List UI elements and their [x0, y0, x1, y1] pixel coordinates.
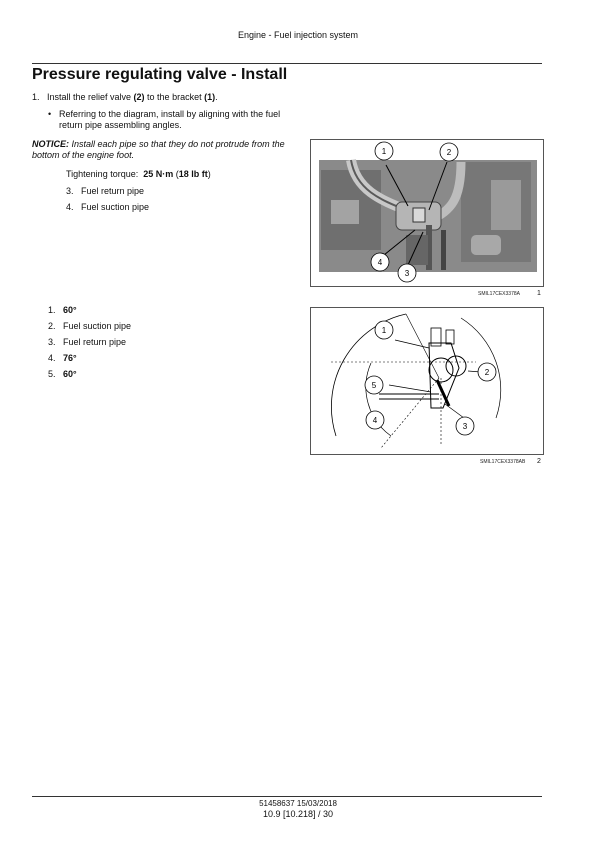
- step-number: 1.: [32, 92, 40, 102]
- notice-label: NOTICE:: [32, 139, 69, 149]
- torque-paren-open: (: [173, 169, 179, 179]
- callout-1: 1: [381, 147, 387, 156]
- step-text-pre: Install the relief valve: [47, 92, 134, 102]
- list-item-number: 5.: [48, 369, 56, 379]
- notice: [32, 139, 297, 161]
- page-number: 10.9 [10.218] / 30: [262, 809, 334, 819]
- callout-3: 3: [404, 269, 410, 278]
- step-1: [32, 92, 218, 102]
- page-header: Engine - Fuel injection system: [237, 30, 359, 40]
- torque-spec: [66, 169, 211, 179]
- list-item-text: 60°: [63, 305, 77, 315]
- callout-4: 4: [377, 258, 383, 267]
- list-item: [48, 305, 131, 321]
- list-item-text: Fuel suction pipe: [63, 321, 132, 331]
- header-rule: [32, 63, 542, 64]
- figure-1-photo: [310, 139, 544, 287]
- engine-photo-illustration: [311, 140, 543, 286]
- figure-1-number: 1: [537, 290, 541, 297]
- figure-2-diagram: [310, 307, 544, 455]
- figure-2-number: 2: [537, 458, 541, 465]
- step-text-post: .: [215, 92, 218, 102]
- angle-diagram-illustration: [311, 308, 543, 454]
- callout-2: 2: [484, 368, 490, 377]
- list-item: [48, 321, 131, 337]
- list-item-text: Fuel suction pipe: [81, 202, 150, 212]
- torque-value-metric: 25 N·m: [143, 169, 174, 179]
- step-ref-bracket: (1): [204, 92, 216, 102]
- list-item: [48, 353, 131, 369]
- list-item-number: 3.: [66, 186, 74, 196]
- list-item: [48, 337, 131, 353]
- torque-value-imperial: 18 lb ft: [178, 169, 208, 179]
- list-item-text: 60°: [63, 369, 77, 379]
- torque-paren-close: ): [207, 169, 211, 179]
- footer-rule: [32, 796, 542, 797]
- list-item: [66, 202, 149, 218]
- list-item-number: 4.: [66, 202, 74, 212]
- torque-label: Tightening torque:: [66, 169, 139, 179]
- list-item-text: 76°: [63, 353, 77, 363]
- callout-3: 3: [462, 422, 468, 431]
- list-item: [48, 369, 131, 385]
- bullet-text: Referring to the diagram, install by aligning with the fuel return pipe assembling angles.: [59, 109, 281, 130]
- notice-text: Install each pipe so that they do not protrude from the bottom of the engine foot.: [32, 139, 285, 160]
- step-ref-valve: (2): [133, 92, 145, 102]
- document-number: 51458637 15/03/2018: [259, 799, 337, 808]
- legend-figure-2: [48, 305, 131, 385]
- bullet-item: [48, 109, 298, 131]
- section-title: Pressure regulating valve - Install: [32, 66, 288, 83]
- list-item-number: 2.: [48, 321, 56, 331]
- bullet-icon: •: [48, 109, 52, 119]
- step-text-mid: to the bracket: [144, 92, 205, 102]
- callout-5: 5: [371, 381, 377, 390]
- list-item-number: 1.: [48, 305, 56, 315]
- list-item-text: Fuel return pipe: [81, 186, 145, 196]
- callout-4: 4: [372, 416, 378, 425]
- callout-1: 1: [381, 326, 387, 335]
- legend-figure-1: [66, 186, 149, 218]
- list-item-number: 4.: [48, 353, 56, 363]
- list-item: [66, 186, 149, 202]
- callout-2: 2: [446, 148, 452, 157]
- figure-1-code: SMIL17CEX3378A: [478, 291, 520, 297]
- list-item-text: Fuel return pipe: [63, 337, 127, 347]
- figure-2-code: SMIL17CEX3378AB: [480, 459, 526, 465]
- list-item-number: 3.: [48, 337, 56, 347]
